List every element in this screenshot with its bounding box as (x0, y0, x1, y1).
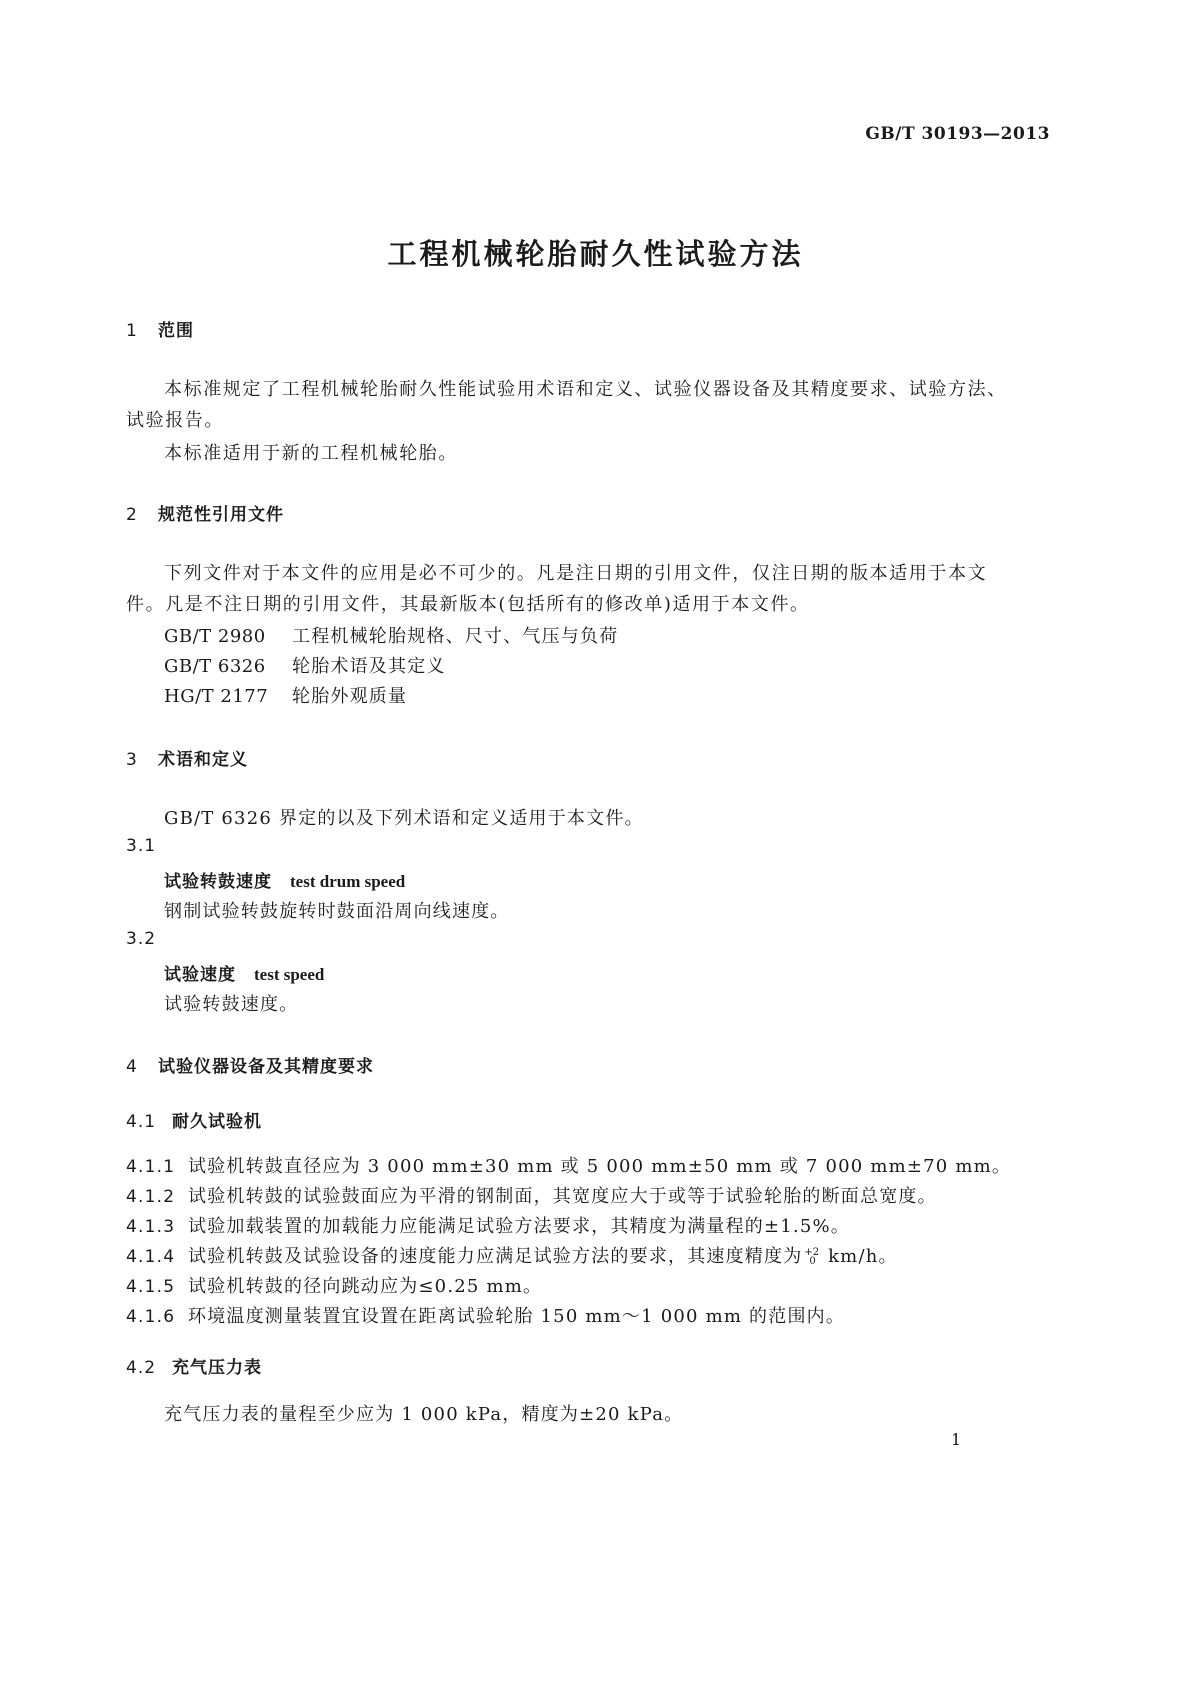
section-2-heading (126, 500, 284, 525)
section-number: 4 (126, 1057, 138, 1077)
section-1-para-1-line-1: 本标准规定了工程机械轮胎耐久性能试验用术语和定义、试验仪器设备及其精度要求、试验方法、 (164, 379, 1007, 400)
subsection-4-1-heading (126, 1107, 262, 1132)
term-entry (164, 960, 324, 985)
section-1-heading (126, 316, 194, 341)
reference-code: GB/T 6326 (164, 656, 266, 677)
section-number: 2 (126, 505, 138, 525)
reference-title: 轮胎术语及其定义 (292, 656, 446, 677)
reference-title: 工程机械轮胎规格、尺寸、气压与负荷 (292, 626, 619, 647)
reference-title: 轮胎外观质量 (292, 686, 408, 707)
subsection-title: 充气压力表 (172, 1358, 262, 1378)
section-3-intro: GB/T 6326 界定的以及下列术语和定义适用于本文件。 (164, 808, 644, 829)
section-3-heading (126, 745, 248, 770)
reference-item (164, 682, 407, 708)
clause-4-1-6 (126, 1302, 845, 1328)
section-number: 3 (126, 750, 138, 770)
reference-item (164, 622, 618, 648)
clause-4-1-5 (126, 1272, 542, 1298)
tolerance-upper: +2 (804, 1247, 820, 1258)
clause-unit-text: km/h。 (821, 1246, 898, 1267)
clause-text: 试验机转鼓及试验设备的速度能力应满足试验方法的要求，其速度精度为 (188, 1246, 803, 1267)
subsection-title: 耐久试验机 (172, 1112, 262, 1132)
section-2-para-line-1: 下列文件对于本文件的应用是必不可少的。凡是注日期的引用文件，仅注日期的版本适用于本文 (164, 563, 988, 584)
clause-number: 4.1.1 (126, 1157, 176, 1177)
reference-code: HG/T 2177 (164, 686, 269, 707)
section-number: 1 (126, 321, 138, 341)
reference-item (164, 652, 446, 678)
term-number: 3.2 (126, 929, 157, 949)
page-number: 1 (951, 1430, 962, 1449)
reference-code: GB/T 2980 (164, 626, 266, 647)
clause-text: 环境温度测量装置宜设置在距离试验轮胎 150 mm～1 000 mm 的范围内。 (188, 1306, 846, 1327)
document-title: 工程机械轮胎耐久性试验方法 (387, 237, 804, 271)
section-title: 规范性引用文件 (158, 505, 284, 525)
term-definition: 试验转鼓速度。 (164, 994, 299, 1015)
term-entry (164, 867, 405, 892)
section-2-para-line-2: 件。凡是不注日期的引用文件，其最新版本(包括所有的修改单)适用于本文件。 (126, 594, 810, 615)
clause-text: 试验机转鼓直径应为 3 000 mm±30 mm 或 5 000 mm±50 mm 或 7 000 mm±70 mm。 (188, 1156, 1012, 1177)
section-4-heading (126, 1052, 374, 1077)
section-title: 范围 (158, 321, 194, 341)
speed-tolerance (804, 1248, 819, 1266)
term-definition: 钢制试验转鼓旋转时鼓面沿周向线速度。 (164, 901, 510, 922)
clause-number: 4.1.5 (126, 1277, 176, 1297)
clause-number: 4.1.2 (126, 1187, 176, 1207)
term-chinese: 试验速度 (164, 965, 236, 985)
section-title: 试验仪器设备及其精度要求 (158, 1057, 374, 1077)
section-title: 术语和定义 (158, 750, 248, 770)
clause-number: 4.1.6 (126, 1307, 176, 1327)
subsection-4-2-para: 充气压力表的量程至少应为 1 000 kPa，精度为±20 kPa。 (164, 1404, 684, 1425)
term-english: test speed (254, 965, 325, 984)
clause-text: 试验加载装置的加载能力应能满足试验方法要求，其精度为满量程的±1.5%。 (188, 1216, 851, 1237)
term-english: test drum speed (290, 872, 406, 891)
section-1-para-2: 本标准适用于新的工程机械轮胎。 (164, 443, 458, 464)
section-1-para-1-line-2: 试验报告。 (126, 410, 224, 431)
clause-number: 4.1.4 (126, 1247, 176, 1267)
subsection-number: 4.1 (126, 1112, 157, 1132)
clause-4-1-1 (126, 1152, 1011, 1178)
clause-number: 4.1.3 (126, 1217, 176, 1237)
tolerance-lower: 0 (809, 1256, 816, 1267)
clause-text: 试验机转鼓的径向跳动应为≤0.25 mm。 (188, 1276, 543, 1297)
standard-code: GB/T 30193—2013 (865, 124, 1050, 144)
clause-4-1-3 (126, 1212, 850, 1238)
term-number: 3.1 (126, 836, 157, 856)
clause-text: 试验机转鼓的试验鼓面应为平滑的钢制面，其宽度应大于或等于试验轮胎的断面总宽度。 (188, 1186, 937, 1207)
subsection-4-2-heading (126, 1353, 262, 1378)
term-chinese: 试验转鼓速度 (164, 872, 272, 892)
clause-4-1-2 (126, 1182, 937, 1208)
clause-4-1-4 (126, 1242, 898, 1268)
subsection-number: 4.2 (126, 1358, 157, 1378)
